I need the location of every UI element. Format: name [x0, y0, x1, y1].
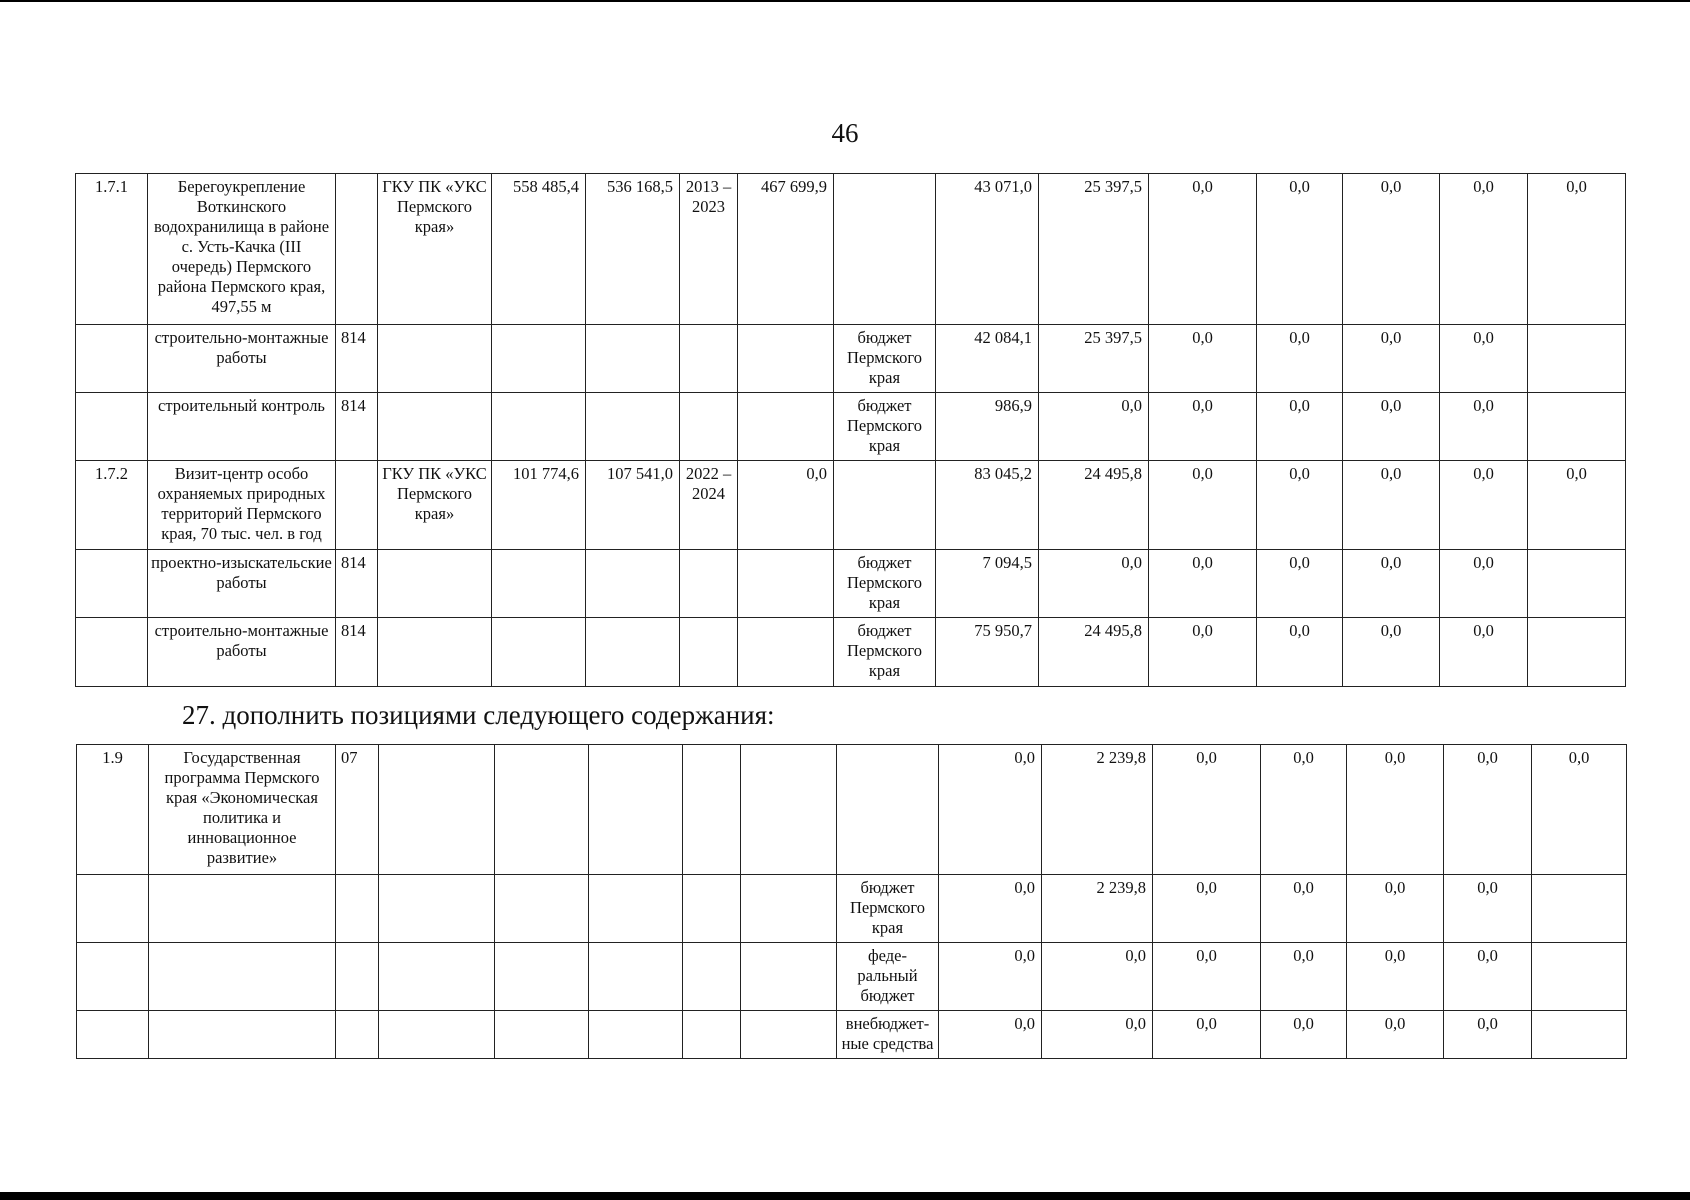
cell-index: 1.9 — [77, 745, 149, 875]
scan-bottom-edge — [0, 1192, 1690, 1200]
cell-amount-4: 0,0 — [1257, 174, 1343, 325]
scan-top-edge — [0, 0, 1690, 2]
cell-index — [77, 1011, 149, 1059]
cell-amount-2: 25 397,5 — [1039, 325, 1149, 393]
cell-amount-6: 0,0 — [1440, 461, 1528, 550]
cell-amount-6: 0,0 — [1444, 745, 1532, 875]
cell-period — [680, 325, 738, 393]
cell-index: 1.7.1 — [76, 174, 148, 325]
cell-cost-b: 107 541,0 — [586, 461, 680, 550]
cell-amount-2: 2 239,8 — [1042, 745, 1153, 875]
cell-cost-b — [586, 618, 680, 687]
cell-amount-1: 75 950,7 — [936, 618, 1039, 687]
cell-customer — [379, 1011, 495, 1059]
cell-cost-c: 467 699,9 — [738, 174, 834, 325]
cell-amount-1: 83 045,2 — [936, 461, 1039, 550]
cell-name: строительный контроль — [148, 393, 336, 461]
cell-amount-5: 0,0 — [1347, 1011, 1444, 1059]
cell-amount-4: 0,0 — [1261, 1011, 1347, 1059]
cell-amount-4: 0,0 — [1261, 745, 1347, 875]
cell-cost-c — [738, 550, 834, 618]
cell-name: Государственная программа Пермского края «Экономическая политика и инновационное развитие» — [149, 745, 336, 875]
cell-cost-a — [492, 325, 586, 393]
cell-index — [76, 325, 148, 393]
cell-amount-1: 0,0 — [939, 943, 1042, 1011]
cell-amount-7 — [1532, 943, 1627, 1011]
cell-amount-4: 0,0 — [1257, 618, 1343, 687]
cell-customer — [379, 875, 495, 943]
cell-customer — [378, 325, 492, 393]
cell-amount-4: 0,0 — [1257, 393, 1343, 461]
cell-funding-source: бюджет Пермского края — [837, 875, 939, 943]
table-row-item — [76, 461, 1626, 550]
table-row-subitem — [77, 1011, 1627, 1059]
cell-customer: ГКУ ПК «УКС Пермского края» — [378, 174, 492, 325]
cell-index — [77, 943, 149, 1011]
cell-funding-source — [834, 174, 936, 325]
section-heading: 27. дополнить позициями следующего содержания: — [182, 700, 775, 730]
cell-amount-7 — [1528, 325, 1626, 393]
cell-funding-source — [837, 745, 939, 875]
cell-amount-4: 0,0 — [1261, 875, 1347, 943]
cell-cost-a — [492, 550, 586, 618]
cell-cost-a — [495, 745, 589, 875]
table-row-subitem — [76, 550, 1626, 618]
cell-cost-a — [495, 943, 589, 1011]
cell-cost-b — [586, 325, 680, 393]
table-row-item — [77, 745, 1627, 875]
cell-grbs-code: 814 — [336, 393, 378, 461]
cell-amount-4: 0,0 — [1257, 461, 1343, 550]
cell-cost-c — [738, 393, 834, 461]
cell-name: Берегоукрепление Воткинского водохранилища в районе с. Усть-Качка (III очередь) Пермского района Пермского края, 497,55 м — [148, 174, 336, 325]
budget-table-2 — [76, 744, 1627, 1059]
cell-name — [149, 1011, 336, 1059]
cell-amount-2: 24 495,8 — [1039, 461, 1149, 550]
cell-amount-4: 0,0 — [1257, 550, 1343, 618]
cell-amount-4: 0,0 — [1257, 325, 1343, 393]
cell-amount-7: 0,0 — [1528, 174, 1626, 325]
cell-amount-5: 0,0 — [1343, 393, 1440, 461]
cell-name: строительно-монтажные работы — [148, 325, 336, 393]
cell-name: проектно-изыскательские работы — [148, 550, 336, 618]
cell-cost-c — [738, 325, 834, 393]
table-row-subitem — [77, 943, 1627, 1011]
cell-customer — [379, 943, 495, 1011]
cell-cost-c — [741, 745, 837, 875]
cell-amount-3: 0,0 — [1153, 1011, 1261, 1059]
cell-amount-3: 0,0 — [1149, 325, 1257, 393]
cell-grbs-code — [336, 875, 379, 943]
cell-amount-1: 986,9 — [936, 393, 1039, 461]
cell-amount-5: 0,0 — [1347, 875, 1444, 943]
table-row-subitem — [77, 875, 1627, 943]
cell-amount-7 — [1528, 618, 1626, 687]
cell-amount-3: 0,0 — [1149, 550, 1257, 618]
cell-amount-5: 0,0 — [1343, 325, 1440, 393]
cell-amount-6: 0,0 — [1444, 875, 1532, 943]
cell-amount-6: 0,0 — [1444, 1011, 1532, 1059]
cell-amount-3: 0,0 — [1153, 875, 1261, 943]
cell-amount-1: 42 084,1 — [936, 325, 1039, 393]
cell-amount-2: 24 495,8 — [1039, 618, 1149, 687]
cell-cost-b — [589, 1011, 683, 1059]
cell-funding-source: бюджет Пермского края — [834, 325, 936, 393]
cell-grbs-code: 814 — [336, 325, 378, 393]
cell-cost-c — [741, 1011, 837, 1059]
cell-amount-6: 0,0 — [1444, 943, 1532, 1011]
cell-amount-6: 0,0 — [1440, 550, 1528, 618]
cell-cost-a — [492, 393, 586, 461]
cell-period — [683, 1011, 741, 1059]
cell-amount-3: 0,0 — [1149, 618, 1257, 687]
cell-amount-2: 2 239,8 — [1042, 875, 1153, 943]
cell-amount-7 — [1528, 393, 1626, 461]
table-row-subitem — [76, 325, 1626, 393]
cell-cost-c — [741, 943, 837, 1011]
cell-funding-source: бюджет Пермского края — [834, 393, 936, 461]
cell-cost-b — [586, 393, 680, 461]
cell-amount-6: 0,0 — [1440, 325, 1528, 393]
cell-index: 1.7.2 — [76, 461, 148, 550]
cell-period — [683, 875, 741, 943]
cell-amount-7 — [1528, 550, 1626, 618]
cell-customer — [378, 393, 492, 461]
cell-amount-5: 0,0 — [1347, 943, 1444, 1011]
cell-amount-7 — [1532, 1011, 1627, 1059]
cell-funding-source: феде-ральный бюджет — [837, 943, 939, 1011]
cell-index — [76, 618, 148, 687]
cell-amount-3: 0,0 — [1149, 174, 1257, 325]
cell-funding-source — [834, 461, 936, 550]
cell-cost-a: 101 774,6 — [492, 461, 586, 550]
cell-customer: ГКУ ПК «УКС Пермского края» — [378, 461, 492, 550]
cell-amount-5: 0,0 — [1343, 550, 1440, 618]
cell-index — [76, 550, 148, 618]
cell-cost-b — [589, 943, 683, 1011]
cell-cost-b: 536 168,5 — [586, 174, 680, 325]
cell-name: строительно-монтажные работы — [148, 618, 336, 687]
cell-amount-1: 0,0 — [939, 745, 1042, 875]
cell-funding-source: внебюджет-ные средства — [837, 1011, 939, 1059]
cell-amount-6: 0,0 — [1440, 174, 1528, 325]
cell-amount-3: 0,0 — [1149, 461, 1257, 550]
cell-index — [77, 875, 149, 943]
cell-amount-7: 0,0 — [1532, 745, 1627, 875]
cell-period — [680, 618, 738, 687]
cell-amount-6: 0,0 — [1440, 618, 1528, 687]
cell-funding-source: бюджет Пермского края — [834, 618, 936, 687]
cell-amount-4: 0,0 — [1261, 943, 1347, 1011]
cell-amount-6: 0,0 — [1440, 393, 1528, 461]
page-number: 46 — [831, 118, 859, 148]
cell-amount-3: 0,0 — [1153, 745, 1261, 875]
table-row-subitem — [76, 393, 1626, 461]
cell-period: 2022 – 2024 — [680, 461, 738, 550]
cell-amount-2: 25 397,5 — [1039, 174, 1149, 325]
cell-name: Визит-центр особо охраняемых природных территорий Пермского края, 70 тыс. чел. в год — [148, 461, 336, 550]
cell-amount-1: 7 094,5 — [936, 550, 1039, 618]
cell-grbs-code — [336, 174, 378, 325]
cell-amount-1: 0,0 — [939, 875, 1042, 943]
cell-index — [76, 393, 148, 461]
cell-customer — [378, 550, 492, 618]
cell-cost-c: 0,0 — [738, 461, 834, 550]
cell-cost-a: 558 485,4 — [492, 174, 586, 325]
cell-name — [149, 943, 336, 1011]
cell-funding-source: бюджет Пермского края — [834, 550, 936, 618]
cell-amount-1: 43 071,0 — [936, 174, 1039, 325]
cell-grbs-code — [336, 943, 379, 1011]
cell-amount-5: 0,0 — [1347, 745, 1444, 875]
cell-name — [149, 875, 336, 943]
cell-period — [680, 550, 738, 618]
cell-period — [683, 943, 741, 1011]
cell-amount-3: 0,0 — [1149, 393, 1257, 461]
cell-customer — [379, 745, 495, 875]
cell-amount-7 — [1532, 875, 1627, 943]
cell-amount-5: 0,0 — [1343, 618, 1440, 687]
cell-cost-a — [492, 618, 586, 687]
cell-amount-2: 0,0 — [1039, 393, 1149, 461]
cell-amount-1: 0,0 — [939, 1011, 1042, 1059]
cell-amount-3: 0,0 — [1153, 943, 1261, 1011]
cell-grbs-code: 814 — [336, 618, 378, 687]
cell-period: 2013 – 2023 — [680, 174, 738, 325]
cell-grbs-code: 07 — [336, 745, 379, 875]
cell-grbs-code: 814 — [336, 550, 378, 618]
cell-amount-5: 0,0 — [1343, 174, 1440, 325]
cell-amount-5: 0,0 — [1343, 461, 1440, 550]
cell-cost-b — [589, 745, 683, 875]
cell-period — [683, 745, 741, 875]
cell-amount-2: 0,0 — [1039, 550, 1149, 618]
cell-grbs-code — [336, 1011, 379, 1059]
cell-cost-c — [741, 875, 837, 943]
cell-amount-2: 0,0 — [1042, 1011, 1153, 1059]
cell-cost-a — [495, 875, 589, 943]
cell-cost-b — [586, 550, 680, 618]
cell-amount-7: 0,0 — [1528, 461, 1626, 550]
cell-grbs-code — [336, 461, 378, 550]
cell-cost-a — [495, 1011, 589, 1059]
cell-amount-2: 0,0 — [1042, 943, 1153, 1011]
cell-cost-c — [738, 618, 834, 687]
table-row-item — [76, 174, 1626, 325]
cell-period — [680, 393, 738, 461]
budget-table-1 — [75, 173, 1626, 687]
table-row-subitem — [76, 618, 1626, 687]
cell-customer — [378, 618, 492, 687]
cell-cost-b — [589, 875, 683, 943]
